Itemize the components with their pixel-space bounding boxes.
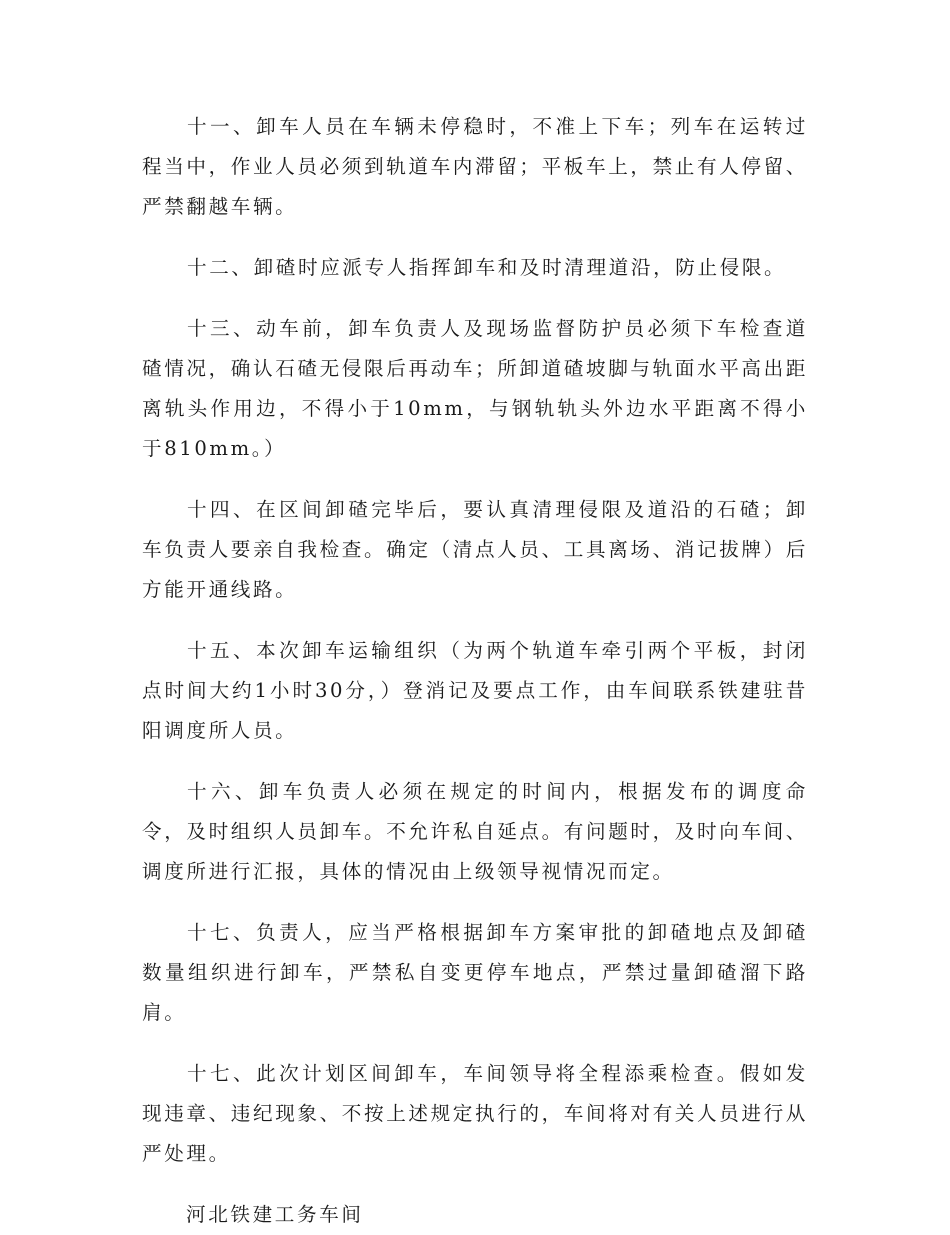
- signature-line: 河北铁建工务车间: [186, 1203, 364, 1226]
- paragraph-17a: 十七、负责人，应当严格根据卸车方案审批的卸碴地点及卸碴数量组织进行卸车，严禁私自变更停车地点，严禁过量卸碴溜下路肩。: [142, 921, 808, 1024]
- paragraph-17b: 十七、此次计划区间卸车，车间领导将全程添乘检查。假如发现违章、违纪现象、不按上述规定执行的，车间将对有关人员进行从严处理。: [142, 1062, 808, 1165]
- paragraph-11: 十一、卸车人员在车辆未停稳时，不准上下车；列车在运转过程当中，作业人员必须到轨道车内滞留；平板车上，禁止有人停留、严禁翻越车辆。: [142, 115, 808, 218]
- paragraph-13: 十三、动车前，卸车负责人及现场监督防护员必须下车检查道碴情况，确认石碴无侵限后再动车；所卸道碴坡脚与轨面水平高出距离轨头作用边，不得小于10mm，与钢轨轨头外边水平距离不得小于810mm。）: [142, 317, 808, 460]
- paragraph-14: 十四、在区间卸碴完毕后，要认真清理侵限及道沿的石碴；卸车负责人要亲自我检查。确定（清点人员、工具离场、消记拔牌）后方能开通线路。: [142, 498, 808, 601]
- paragraph-12: 十二、卸碴时应派专人指挥卸车和及时清理道沿，防止侵限。: [187, 256, 787, 279]
- paragraph-15: 十五、本次卸车运输组织（为两个轨道车牵引两个平板，封闭点时间大约1小时30分，）登消记及要点工作，由车间联系铁建驻昔阳调度所人员。: [142, 639, 808, 742]
- paragraph-16: 十六、卸车负责人必须在规定的时间内，根据发布的调度命令，及时组织人员卸车。不允许私自延点。有问题时，及时向车间、调度所进行汇报，具体的情况由上级领导视情况而定。: [142, 780, 808, 883]
